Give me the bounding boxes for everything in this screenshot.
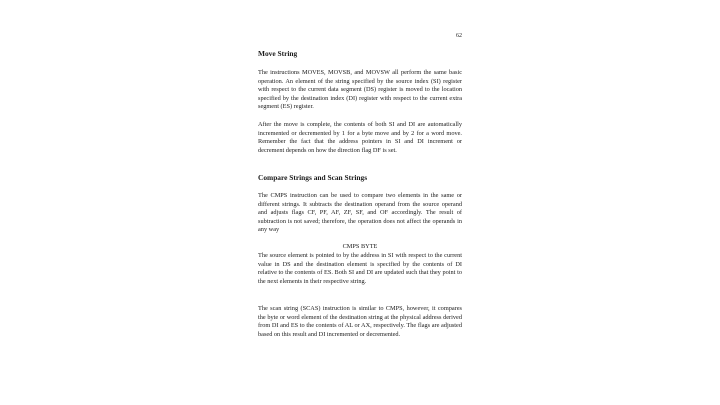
heading-compare-scan: Compare Strings and Scan Strings [258,173,368,182]
example-cmps-byte: CMPS BYTE [342,243,378,250]
paragraph-cmps-source: The source element is pointed to by the address in SI with respect to the current value in DS and the destination element is specified by the contents of DI relative to the contents of ES. Both SI and DI are updated such that they point to the next elements in their respective string. [258,252,462,285]
paragraph-cmps: The CMPS instruction can be used to compare two elements in the same or different strings. It subtracts the destination operand from the source operand and adjusts flags CF, PF, AF, ZF, SF, and OF accordingly. The result of subtraction is not saved; therefore, the operation does not affect the operands in any way [258,192,462,234]
paragraph-move-intro: The instructions MOVES, MOVSB, and MOVSW all perform the same basic operation. An element of the string specified by the source index (SI) register with respect to the current data segment (DS) register is moved to the location specified by the destination index (DI) register with respect to the current extra segment (ES) register. [258,69,462,111]
heading-move-string: Move String [258,49,298,58]
page-number: 62 [456,33,462,39]
paragraph-move-after: After the move is complete, the contents of both SI and DI are automatically incremented or decremented by 1 for a byte move and by 2 for a word move. Remember the fact that the address pointers in SI and DI increment or decrement depends on how the direction flag DF is set. [258,121,462,154]
document-page [258,0,462,405]
paragraph-scas: The scan string (SCAS) instruction is similar to CMPS, however, it compares the byte or word element of the destination string at the physical address derived from DI and ES to the contents of AL or AX, respectively. The flags are adjusted based on this result and DI incremented or decremented. [258,305,462,338]
